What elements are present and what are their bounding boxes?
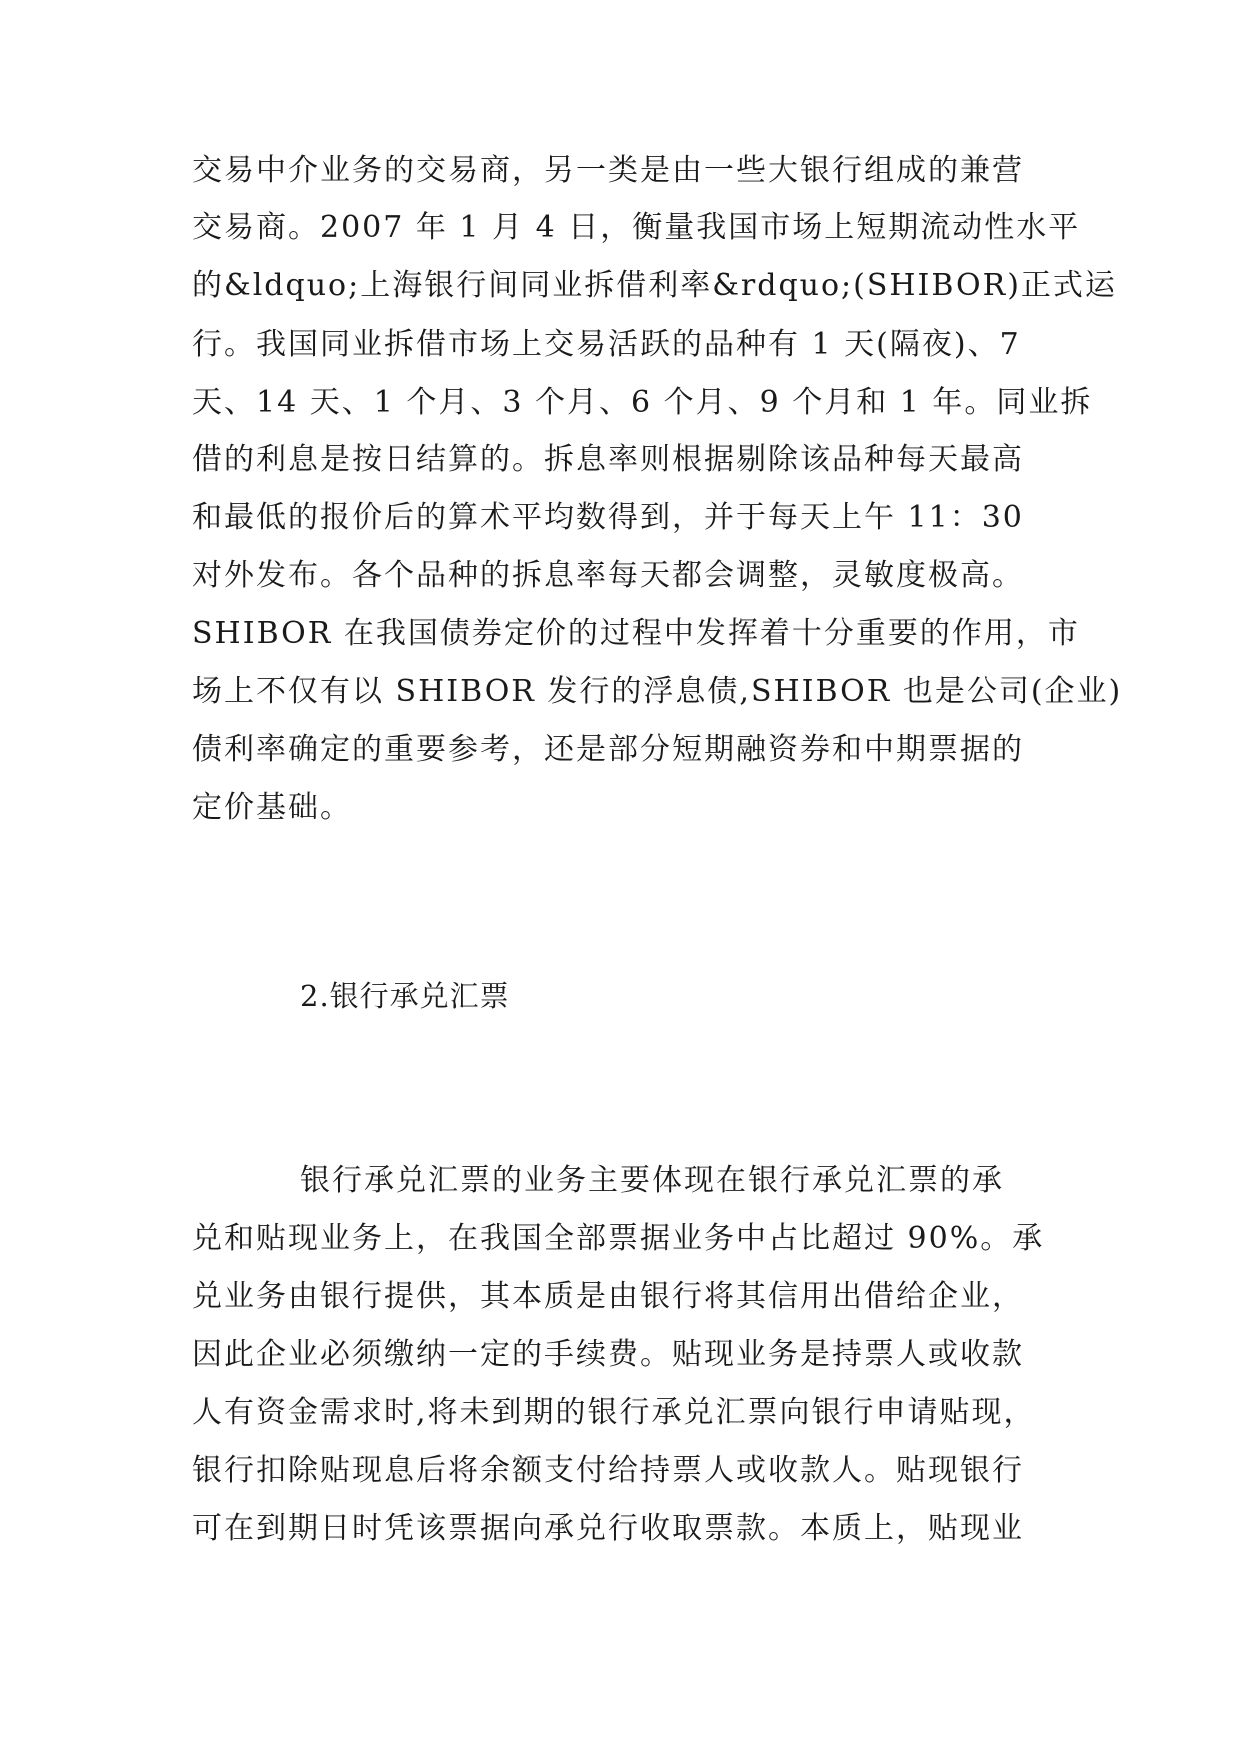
section-heading: 2.银行承兑汇票 — [300, 979, 510, 1013]
paragraph-line: 人有资金需求时,将未到期的银行承兑汇票向银行申请贴现， — [192, 1395, 1036, 1430]
paragraph-line: 兑和贴现业务上，在我国全部票据业务中占比超过 90%。承 — [192, 1221, 1045, 1256]
paragraph-line: 场上不仅有以 SHIBOR 发行的浮息债,SHIBOR 也是公司(企业) — [192, 674, 1123, 709]
paragraph-line: 因此企业必须缴纳一定的手续费。贴现业务是持票人或收款 — [192, 1337, 1024, 1372]
paragraph-line: 天、14 天、1 个月、3 个月、6 个月、9 个月和 1 年。同业拆 — [192, 385, 1093, 420]
paragraph-line: 兑业务由银行提供，其本质是由银行将其信用出借给企业， — [192, 1279, 1024, 1314]
paragraph-line: 定价基础。 — [192, 790, 352, 825]
paragraph-line: 的&ldquo;上海银行间同业拆借利率&rdquo;(SHIBOR)正式运 — [192, 268, 1117, 303]
paragraph-line: 可在到期日时凭该票据向承兑行收取票款。本质上，贴现业 — [192, 1511, 1024, 1546]
paragraph-line: SHIBOR 在我国债券定价的过程中发挥着十分重要的作用，市 — [192, 616, 1080, 651]
paragraph-line: 银行承兑汇票的业务主要体现在银行承兑汇票的承 — [300, 1163, 1004, 1198]
paragraph-line: 银行扣除贴现息后将余额支付给持票人或收款人。贴现银行 — [192, 1453, 1024, 1488]
paragraph-line: 对外发布。各个品种的拆息率每天都会调整，灵敏度极高。 — [192, 558, 1024, 593]
paragraph-line: 借的利息是按日结算的。拆息率则根据剔除该品种每天最高 — [192, 442, 1024, 477]
paragraph-line: 和最低的报价后的算术平均数得到，并于每天上午 11：30 — [192, 500, 1024, 535]
paragraph-line: 交易中介业务的交易商，另一类是由一些大银行组成的兼营 — [192, 153, 1024, 188]
paragraph-line: 交易商。2007 年 1 月 4 日，衡量我国市场上短期流动性水平 — [192, 210, 1081, 245]
paragraph-line: 债利率确定的重要参考，还是部分短期融资券和中期票据的 — [192, 732, 1024, 767]
paragraph-line: 行。我国同业拆借市场上交易活跃的品种有 1 天(隔夜)、7 — [192, 327, 1021, 362]
